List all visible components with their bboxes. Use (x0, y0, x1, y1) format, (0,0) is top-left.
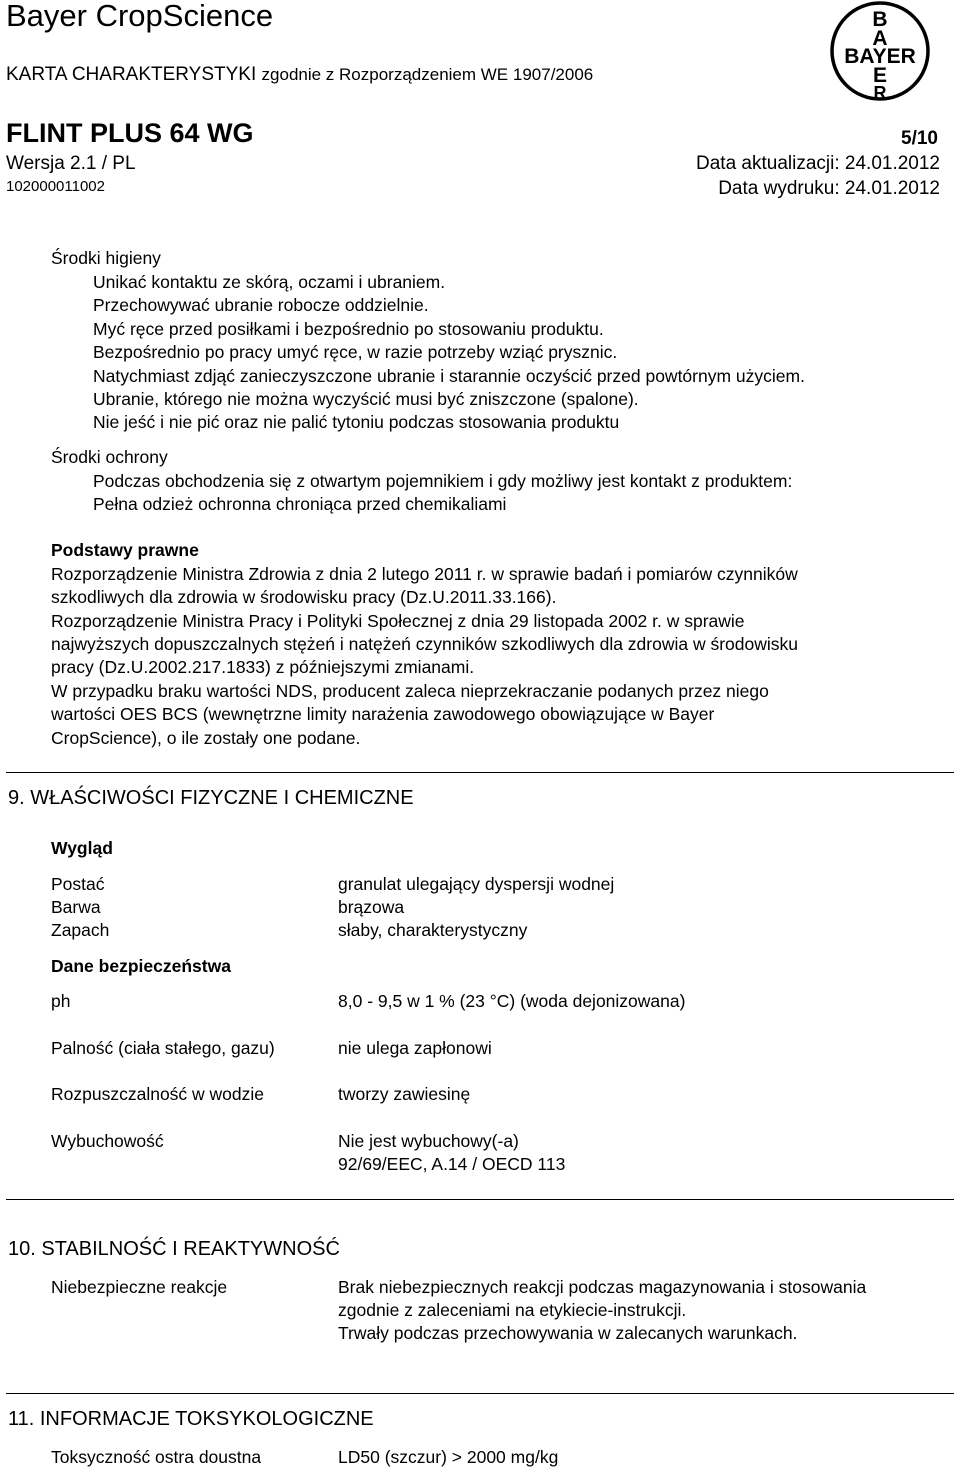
legal-line: CropScience), o ile zostały one podane. (51, 728, 361, 748)
logo-horizontal: BAYER (844, 45, 916, 68)
safety-data-title: Dane bezpieczeństwa (51, 956, 231, 976)
property-value: tworzy zawiesinę (338, 1084, 471, 1104)
update-date: Data aktualizacji: 24.01.2012 (696, 153, 940, 174)
section-10-title: 10. STABILNOŚĆ I REAKTYWNOŚĆ (8, 1238, 340, 1260)
legal-line: szkodliwych dla zdrowia w środowisku pracy (Dz.U.2011.33.166). (51, 587, 557, 607)
legal-line: wartości OES BCS (wewnętrzne limity narażenia zawodowego obowiązujące w Bayer (51, 704, 715, 724)
legal-line: W przypadku braku wartości NDS, producent zaleca nieprzekraczanie podanych przez niego (51, 681, 769, 701)
version: Wersja 2.1 / PL (6, 153, 136, 174)
property-value: granulat ulegający dyspersji wodnej (338, 874, 615, 894)
legal-line: Rozporządzenie Ministra Pracy i Polityki Społecznej z dnia 29 listopada 2002 r. w sprawie (51, 611, 745, 631)
protection-line: Podczas obchodzenia się z otwartym pojemnikiem i gdy możliwy jest kontakt z produktem: (93, 471, 793, 491)
legal-line: najwyższych dopuszczalnych stężeń i natężeń czynników szkodliwych dla zdrowia w środowisku (51, 634, 798, 654)
product-name: FLINT PLUS 64 WG (6, 118, 254, 148)
property-value: 8,0 - 9,5 w 1 % (23 °C) (woda dejonizowana) (338, 991, 686, 1011)
protection-line: Pełna odzież ochronna chroniąca przed chemikaliami (93, 494, 507, 514)
product-id: 102000011002 (6, 178, 105, 195)
property-label: Postać (51, 874, 105, 894)
property-label: ph (51, 991, 71, 1011)
hygiene-line: Myć ręce przed posiłkami i bezpośrednio po stosowaniu produktu. (93, 319, 604, 339)
section-divider (6, 1393, 954, 1394)
property-value-method: 92/69/EEC, A.14 / OECD 113 (338, 1154, 566, 1174)
legal-line: pracy (Dz.U.2002.217.1833) z późniejszymi zmianami. (51, 657, 475, 677)
bayer-logo (829, 0, 931, 102)
section-11-title: 11. INFORMACJE TOKSYKOLOGICZNE (8, 1408, 374, 1430)
logo-letter-r: R (873, 83, 887, 102)
property-label: Barwa (51, 897, 101, 917)
regulation-reference: zgodnie z Rozporządzeniem WE 1907/2006 (261, 65, 594, 84)
property-value: nie ulega zapłonowi (338, 1038, 492, 1058)
hygiene-line: Ubranie, którego nie można wyczyścić musi być zniszczone (spalone). (93, 389, 639, 409)
property-value: słaby, charakterystyczny (338, 920, 528, 940)
protection-title: Środki ochrony (51, 447, 168, 467)
hygiene-line: Bezpośrednio po pracy umyć ręce, w razie potrzeby wziąć prysznic. (93, 342, 618, 362)
hygiene-line: Przechowywać ubranie robocze oddzielnie. (93, 295, 429, 315)
brand-name: Bayer CropScience (6, 0, 274, 33)
logo-letter-b: B (872, 8, 888, 31)
property-value: zgodnie z zaleceniami na etykiecie-instrukcji. (338, 1300, 687, 1320)
hygiene-title: Środki higieny (51, 248, 161, 268)
property-label: Palność (ciała stałego, gazu) (51, 1038, 275, 1058)
section-9-title: 9. WŁAŚCIWOŚCI FIZYCZNE I CHEMICZNE (8, 787, 414, 809)
property-value: Brak niebezpiecznych reakcji podczas magazynowania i stosowania (338, 1277, 867, 1297)
legal-title: Podstawy prawne (51, 540, 199, 560)
section-divider (6, 772, 954, 773)
property-label: Rozpuszczalność w wodzie (51, 1084, 265, 1104)
property-label: Wybuchowość (51, 1131, 164, 1151)
page-number: 5/10 (901, 128, 938, 149)
property-value: LD50 (szczur) > 2000 mg/kg (338, 1447, 559, 1467)
hygiene-line: Natychmiast zdjąć zanieczyszczone ubranie i starannie oczyścić przed powtórnym użyciem. (93, 366, 805, 386)
logo-letter-e: E (872, 64, 888, 87)
document-type (6, 64, 593, 86)
hygiene-line: Nie jeść i nie pić oraz nie palić tytoniu podczas stosowania produktu (93, 412, 620, 432)
property-value: Trwały podczas przechowywania w zalecanych warunkach. (338, 1323, 798, 1343)
hygiene-line: Unikać kontaktu ze skórą, oczami i ubraniem. (93, 272, 446, 292)
section-divider (6, 1199, 954, 1200)
property-label: Toksyczność ostra doustna (51, 1447, 262, 1467)
print-date: Data wydruku: 24.01.2012 (718, 178, 940, 199)
property-value: brązowa (338, 897, 405, 917)
property-label: Zapach (51, 920, 110, 940)
logo-letter-a: A (872, 27, 888, 50)
property-label: Niebezpieczne reakcje (51, 1277, 228, 1297)
legal-line: Rozporządzenie Ministra Zdrowia z dnia 2 lutego 2011 r. w sprawie badań i pomiarów czynników (51, 564, 798, 584)
document-type-label: KARTA CHARAKTERYSTYKI (6, 64, 257, 85)
property-value: Nie jest wybuchowy(-a) (338, 1131, 519, 1151)
appearance-title: Wygląd (51, 838, 113, 858)
